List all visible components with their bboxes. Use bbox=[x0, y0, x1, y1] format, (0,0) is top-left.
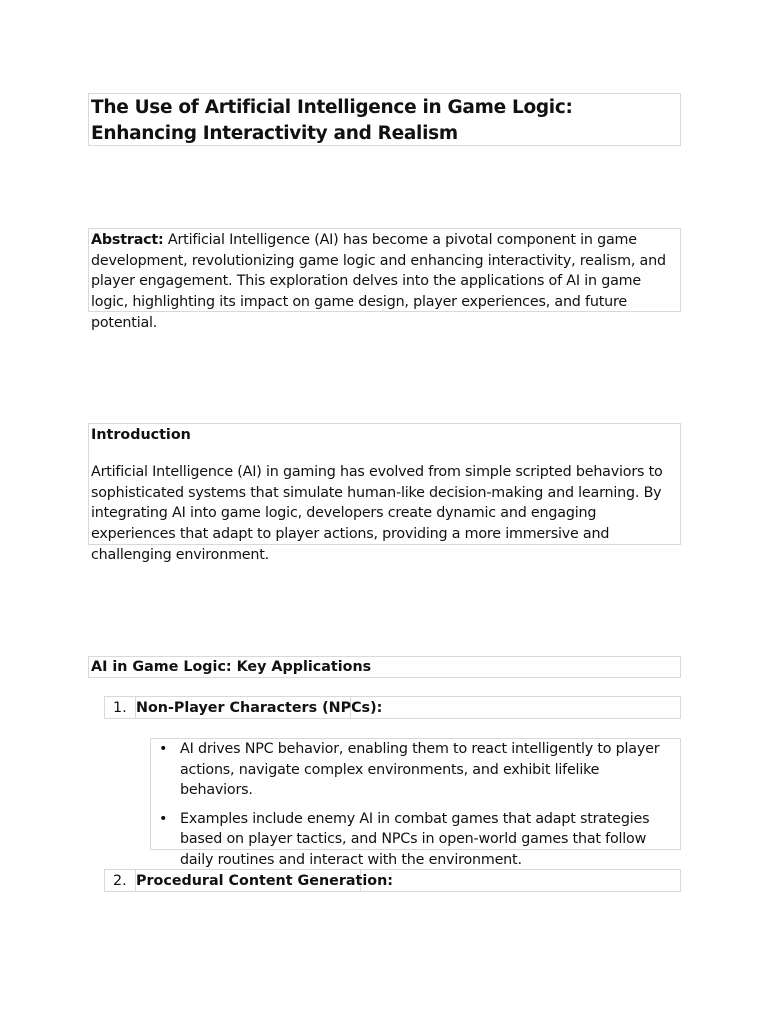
abstract-block bbox=[88, 228, 681, 331]
bullet-item bbox=[151, 809, 680, 871]
title-block bbox=[88, 93, 681, 146]
bullet-icon: • bbox=[159, 810, 168, 827]
introduction-block bbox=[88, 423, 681, 563]
abstract-label: Abstract: bbox=[91, 232, 164, 248]
document-title: The Use of Artificial Intelligence in Game Logic: Enhancing Interactivity and Realism bbox=[91, 97, 573, 144]
abstract-text: Artificial Intelligence (AI) has become a pivotal component in game development, revolutionizing game logic and enhancing interactivity, realism, and player engagement. This exploration delves into the applications of AI in game logic, highlighting its impact on game design, player experiences, and future potential. bbox=[91, 232, 666, 331]
list-item-number: 2. bbox=[113, 873, 127, 889]
bullet-list bbox=[151, 739, 680, 870]
section-heading-block bbox=[88, 656, 681, 678]
list-item bbox=[104, 869, 681, 892]
abstract-paragraph bbox=[91, 230, 678, 334]
bullet-text: AI drives NPC behavior, enabling them to react intelligently to player actions, navigate complex environments, and exhibit lifelike behaviors. bbox=[180, 741, 660, 798]
list-item bbox=[104, 696, 681, 719]
bullet-text: Examples include enemy AI in combat games that adapt strategies based on player tactics, and NPCs in open-world games that follow daily routines and interact with the environment. bbox=[180, 810, 650, 868]
bullet-list-block bbox=[150, 738, 681, 868]
list-item-label: Non-Player Characters (NPCs): bbox=[136, 700, 383, 716]
introduction-heading: Introduction bbox=[91, 427, 191, 443]
bullet-item bbox=[151, 739, 680, 801]
section-heading: AI in Game Logic: Key Applications bbox=[91, 659, 372, 675]
bullet-icon: • bbox=[159, 741, 168, 757]
list-item-label: Procedural Content Generation: bbox=[136, 873, 393, 889]
introduction-body: Artificial Intelligence (AI) in gaming has evolved from simple scripted behaviors to sophisticated systems that simulate human-like decision-making and learning. By integrating AI into game logic, developers create dynamic and engaging experiences that adapt to player actions, providing a more immersive and challenging environment. bbox=[91, 464, 663, 563]
list-item-number: 1. bbox=[113, 700, 127, 716]
